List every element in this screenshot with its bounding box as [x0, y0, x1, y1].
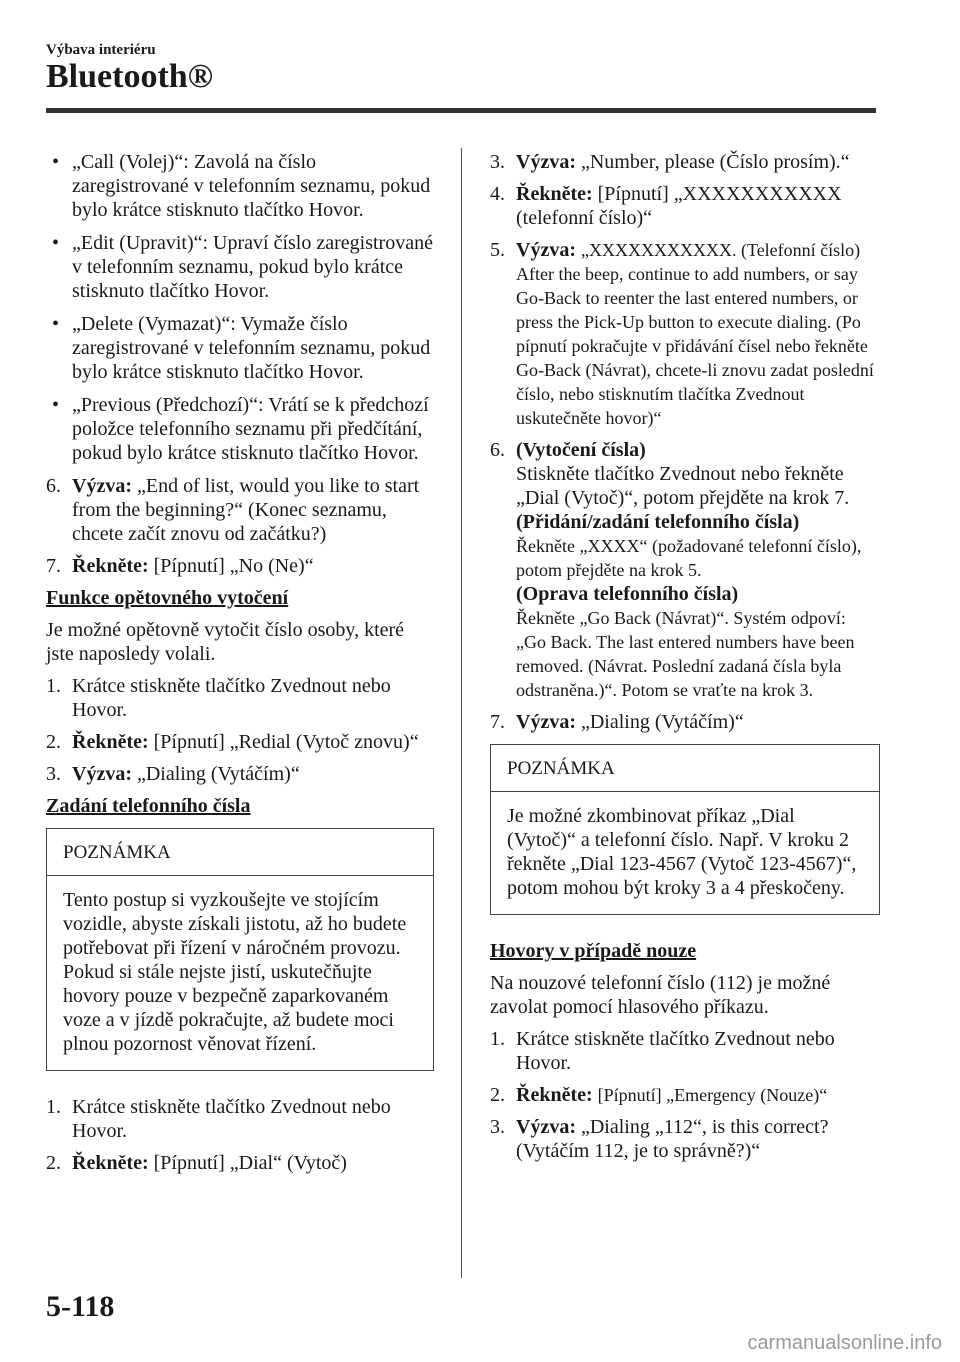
step-item: 3. Výzva: „Number, please (Číslo prosím).“	[490, 151, 850, 173]
page-number: 5-118	[46, 1290, 115, 1323]
note-body: Je možné zkombinovat příkaz „Dial (Vytoč)“ a telefonní číslo. Např. V kroku 2 řekněte „Dial 123-4567 (Vytoč 123-4567)“, potom mohou být kroky 3 a 4 přeskočeny.	[507, 805, 857, 899]
emergency-heading: Hovory v případě nouze	[490, 940, 697, 962]
redial-heading: Funkce opětovného vytočení	[46, 587, 289, 609]
list-item: • „Delete (Vymazat)“: Vymaže číslo zaregistrované v telefonním seznamu, pokud bylo krátce stisknuto tlačítko Hovor.	[52, 313, 431, 383]
list-item: • „Edit (Upravit)“: Upraví číslo zaregistrované v telefonním seznamu, pokud bylo krátce stisknuto tlačítko Hovor.	[52, 232, 433, 302]
note-title: POZNÁMKA	[47, 829, 433, 876]
redial-intro: Je možné opětovně vytočit číslo osoby, které jste naposledy volali.	[46, 619, 405, 665]
emergency-intro: Na nouzové telefonní číslo (112) je možné zavolat pomocí hlasového příkazu.	[490, 972, 831, 1018]
note-title: POZNÁMKA	[491, 745, 879, 792]
step-item: 1. Krátce stiskněte tlačítko Zvednout nebo Hovor.	[46, 675, 391, 721]
page-title: Bluetooth®	[46, 58, 214, 95]
note-box	[490, 744, 880, 915]
step-item: 2. Řekněte: [Pípnutí] „Redial (Vytoč znovu)“	[46, 731, 419, 753]
step-item: 4. Řekněte: [Pípnutí] „XXXXXXXXXXX (telefonní číslo)“	[490, 183, 842, 229]
step-item: 1. Krátce stiskněte tlačítko Zvednout nebo Hovor.	[490, 1028, 835, 1074]
step-item: 7. Výzva: „Dialing (Vytáčím)“	[490, 711, 744, 733]
step-item: 1. Krátce stiskněte tlačítko Zvednout nebo Hovor.	[46, 1096, 391, 1142]
step-item: 5. Výzva: „XXXXXXXXXXX. (Telefonní číslo) After the beep, continue to add numbers, or say Go-Back to reenter the last entered numbers, or press the Pick-Up button to execute dialing. (Po pípnutí pokračujte v přidávání čísel nebo řekněte Go-Back (Návrat), chcete-li znovu zadat poslední číslo, nebo stisknutím tlačítka Zvednout uskutečněte hovor)“	[490, 239, 874, 428]
watermark: carmanualsonline.info	[747, 1332, 942, 1354]
note-box	[46, 828, 434, 1071]
list-item: • „Previous (Předchozí)“: Vrátí se k předchozí položce telefonního seznamu při předčítání, pokud bylo krátce stisknuto tlačítko Hovor.	[52, 394, 429, 464]
title-rule	[46, 108, 876, 113]
step-item: 2. Řekněte: [Pípnutí] „Emergency (Nouze)“	[490, 1084, 828, 1106]
step-item: 2. Řekněte: [Pípnutí] „Dial“ (Vytoč)	[46, 1152, 347, 1174]
step-item: 6. (Vytočení čísla) Stiskněte tlačítko Zvednout nebo řekněte „Dial (Vytoč)“, potom přejděte na krok 7. (Přidání/zadání telefonního čísla) Řekněte „XXXX“ (požadované telefonní číslo), potom přejděte na krok 5. (Oprava telefonního čísla) Řekněte „Go Back (Návrat)“. Systém odpoví: „Go Back. The last entered numbers have been removed. (Návrat. Poslední zadaná čísla byla odstraněna.)“. Potom se vraťte na krok 3.	[490, 439, 862, 700]
step-item: 3. Výzva: „Dialing (Vytáčím)“	[46, 763, 300, 785]
right-column	[490, 150, 880, 1171]
column-divider	[461, 148, 462, 1278]
section-label: Výbava interiéru	[46, 42, 156, 58]
step-item: 6. Výzva: „End of list, would you like to start from the beginning?“ (Konec seznamu, chcete začít znovu od začátku?)	[46, 475, 420, 545]
step-item: 3. Výzva: „Dialing „112“, is this correct? (Vytáčím 112, je to správně?)“	[490, 1116, 829, 1162]
step-item: 7. Řekněte: [Pípnutí] „No (Ne)“	[46, 555, 314, 577]
note-body: Tento postup si vyzkoušejte ve stojícím vozidle, abyste získali jistotu, až ho budete potřebovat při řízení v náročném provozu. Pokud si stále nejste jistí, uskutečňujte hovory pouze v bezpečně zaparkovaném voze a v jízdě pokračujte, až budete moci plnou pozornost věnovat řízení.	[63, 889, 407, 1055]
list-item: • „Call (Volej)“: Zavolá na číslo zaregistrované v telefonním seznamu, pokud bylo krátce stisknuto tlačítko Hovor.	[52, 151, 431, 221]
left-column	[46, 150, 434, 1183]
entry-heading: Zadání telefonního čísla	[46, 795, 251, 817]
bullet-list	[46, 150, 434, 465]
